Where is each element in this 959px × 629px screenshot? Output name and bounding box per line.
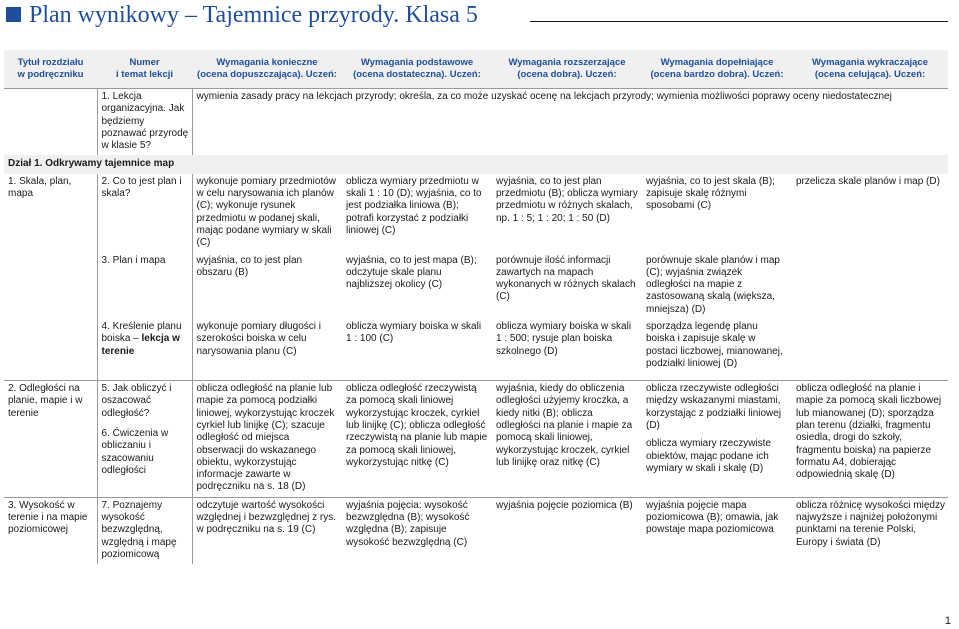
req-wykraczajace <box>792 253 948 319</box>
req-podstawowe: oblicza wymiary przedmiotu w skali 1 : 10 (D); wyjaśnia, co to jest podziałka liniowa (B); potrafi korzystać z podziałki liniowej (C) <box>346 175 482 236</box>
col-header-wykraczajace: Wymagania wykraczające (ocena celująca). Uczeń: <box>792 50 948 89</box>
table-row-section-3 <box>4 497 948 564</box>
table-row-lesson-4 <box>4 319 948 381</box>
lesson-cell-group <box>97 381 192 498</box>
page-number: 1 <box>944 615 951 627</box>
col-header-lesson: Numer i temat lekcji <box>97 50 192 89</box>
lesson-cell: 4. Kreślenie planu boiska – lekcja w terenie <box>97 319 192 381</box>
section-heading-row <box>4 155 948 173</box>
col-header-dopelniajace: Wymagania dopełniające (ocena bardzo dobra). Uczeń: <box>642 50 792 89</box>
col-header-rozszerzajace: Wymagania rozszerzające (ocena dobra). Uczeń: <box>492 50 642 89</box>
lesson-cell: 7. Poznajemy wysokość bezwzględną, względną i mapę poziomicową <box>97 497 192 564</box>
req-dopelniajace: porównuje skale planów i map (C); wyjaśnia związek odległości na mapie z zastosowaną skalą (większa, mniejsza) (D) <box>646 254 780 315</box>
title-marker-square <box>6 7 21 22</box>
page-title: Plan wynikowy – Tajemnice przyrody. Klasa 5 <box>29 2 478 28</box>
dzial-heading: Dział 1. Odkrywamy tajemnice map <box>4 155 948 173</box>
req-podstawowe: oblicza odległość rzeczywistą za pomocą skali liniowej wykorzystując kroczek, cyrkiel lub linijkę (C); oblicza odległość rzeczywistą na planie lub mapie za pomocą skali liniowej, wykorzystując nitkę (C) <box>342 381 492 498</box>
col-header-konieczne: Wymagania konieczne (ocena dopuszczająca). Uczeń: <box>192 50 342 89</box>
req-dopelniajace-b: oblicza wymiary rzeczywiste obiektów, mając podane ich wymiary w skali i skalę (D) <box>646 438 772 474</box>
req-dopelniajace: wyjaśnia pojęcie mapa poziomicowa (B); omawia, jak powstaje mapa poziomicowa <box>642 497 792 564</box>
requirements-table <box>4 50 948 564</box>
table-row-lesson-3 <box>4 253 948 319</box>
req-konieczne: odczytuje wartość wysokości względnej i bezwzględnej z rys. w podręczniku na s. 19 (C) <box>192 497 342 564</box>
req-rozszerzajace: wyjaśnia, co to jest plan przedmiotu (B); oblicza wymiary przedmiotu w różnych skalach, np. 1 : 5; 1 : 20; 1 : 50 (D) <box>496 175 638 224</box>
req-wykraczajace: oblicza różnicę wysokości między najwyższe i najniżej położonymi punktami na terenie Polski, Europy i świata (D) <box>792 497 948 564</box>
req-rozszerzajace: oblicza wymiary boiska w skali 1 : 500; rysuje plan boiska szkolnego (D) <box>496 321 632 357</box>
table-row-section-2 <box>4 381 948 498</box>
chapter-cell: 3. Wysokość w terenie i na mapie poziomicowej <box>4 497 97 564</box>
req-dopelniajace: sporządza legendę planu boiska i zapisuje skalę w postaci liczbowej, mianowanej, podziałki liniowej (D) <box>646 321 783 369</box>
req-rozszerzajace: wyjaśnia pojęcie poziomica (B) <box>492 497 642 564</box>
lesson-cell: 1. Lekcja organizacyjna. Jak będziemy poznawać przyrodę w klasie 5? <box>97 89 192 156</box>
req-rozszerzajace: porównuje ilość informacji zawartych na mapach wykonanych w różnych skalach (C) <box>496 254 636 303</box>
req-konieczne: wykonuje pomiary przedmiotów w celu narysowania ich planów (C); wykonuje rysunek przedmiotu w podanej skali, mając podane wymiary w skali (C) <box>196 175 337 249</box>
req-wykraczajace: oblicza odległość na planie i mapie za pomocą skali liczbowej lub mianowanej (D); sporządza plan terenu (działki, fragmentu osiedla, drogi do szkoły, fragmentu boiska) na papierze formatu A4, dobierając odpowiednią skalę (D) <box>792 381 948 498</box>
req-rozszerzajace: wyjaśnia, kiedy do obliczenia odległości użyjemy kroczka, a kiedy nitki (B); oblicza odległości na planie i mapie za pomocą skali liniowej, wykorzystując kroczek, cyrkiel lub linijkę oraz nitkę (C) <box>492 381 642 498</box>
lesson-cell: 2. Co to jest plan i skala? <box>97 174 192 253</box>
req-podstawowe: wyjaśnia, co to jest mapa (B); odczytuje skale planu najbliższej okolicy (C) <box>346 254 477 291</box>
req-podstawowe: oblicza wymiary boiska w skali 1 : 100 (C) <box>346 321 482 345</box>
table-row-lesson-2 <box>4 174 948 253</box>
col-header-chapter: Tytuł rozdziału w podręczniku <box>4 50 97 89</box>
intro-requirements: wymienia zasady pracy na lekcjach przyrody; określa, za co może uzyskać ocenę na lekcjach przyrody; wymienia możliwości poprawy oceny niedostatecznej <box>196 91 892 102</box>
lesson-cell: 6. Ćwiczenia w obliczaniu i szacowaniu odległości <box>101 427 169 476</box>
title-rule <box>530 21 948 22</box>
req-dopelniajace-a: oblicza rzeczywiste odległości między wskazanymi miastami, korzystając z podziałki liniowej (D) <box>646 383 782 431</box>
req-wykraczajace: przelicza skale planów i map (D) <box>796 175 940 187</box>
lesson-cell: 5. Jak obliczyć i oszacować odległość? <box>101 383 172 419</box>
col-header-podstawowe: Wymagania podstawowe (ocena dostateczna). Uczeń: <box>342 50 492 89</box>
chapter-cell: 2. Odległości na planie, mapie i w terenie <box>4 381 97 498</box>
table-row-intro <box>4 89 948 156</box>
req-wykraczajace <box>792 319 948 381</box>
req-konieczne: wyjaśnia, co to jest plan obszaru (B) <box>196 254 303 278</box>
req-dopelniajace <box>642 381 792 498</box>
req-podstawowe: wyjaśnia pojęcia: wysokość bezwzględna (B); wysokość względna (B); zapisuje wysokość bezwzględną (C) <box>342 497 492 564</box>
req-konieczne: oblicza odległość na planie lub mapie za pomocą podziałki liniowej, wykorzystując kroczek cyrkiel lub linijkę (C); szacuje odległość od miejsca obserwacji do wskazanego obiektu, wykorzystując informacje zawarte w podręczniku na s. 18 (D) <box>192 381 342 498</box>
table-header-row <box>4 50 948 89</box>
req-dopelniajace: wyjaśnia, co to jest skala (B); zapisuje skalę różnymi sposobami (C) <box>646 175 775 212</box>
req-konieczne: wykonuje pomiary długości i szerokości boiska w celu narysowania planu (C) <box>196 321 322 357</box>
chapter-cell: 1. Skala, plan, mapa <box>4 174 97 381</box>
lesson-cell: 3. Plan i mapa <box>97 253 192 319</box>
title-bar <box>0 0 959 30</box>
